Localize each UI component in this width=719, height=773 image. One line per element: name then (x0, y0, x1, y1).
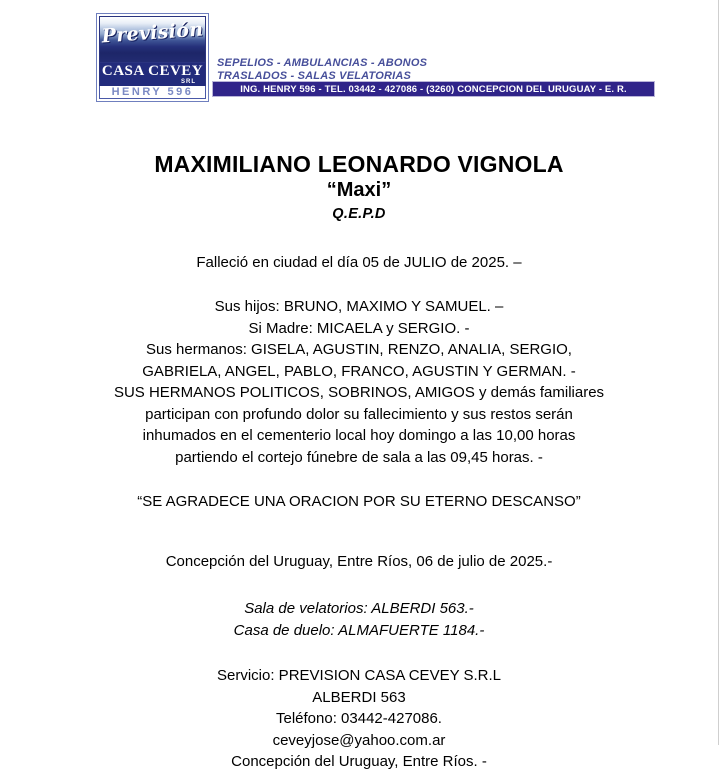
service-provider-address: ALBERDI 563 (312, 688, 406, 706)
relatives-line: Si Madre: MICAELA y SERGIO. - (248, 319, 470, 337)
logo-company-band (99, 63, 206, 86)
company-logo (96, 13, 209, 102)
qepd-abbreviation: Q.E.P.D (332, 206, 386, 222)
wake-hall-line: Sala de velatorios: ALBERDI 563.- (244, 600, 474, 617)
company-address-bar (212, 81, 655, 97)
relatives-line: GABRIELA, ANGEL, PABLO, FRANCO, AGUSTIN Y GERMAN. - (142, 362, 576, 380)
company-slogan (217, 57, 427, 82)
letterhead (0, 0, 718, 108)
mourning-house-line: Casa de duelo: ALMAFUERTE 1184.- (233, 622, 485, 639)
obituary-notice (0, 151, 718, 773)
service-provider-block (18, 665, 700, 773)
relatives-block (18, 296, 700, 382)
deceased-name: MAXIMILIANO LEONARDO VIGNOLA (154, 151, 564, 177)
service-provider-city: Concepción del Uruguay, Entre Ríos. - (231, 753, 487, 770)
logo-script-wordmark: Previsión (100, 18, 205, 48)
place-and-date: Concepción del Uruguay, Entre Ríos, 06 de julio de 2025.- (165, 553, 553, 570)
service-provider-email: ceveyjose@yahoo.com.ar (272, 731, 446, 749)
participation-line: inhumados en el cementerio local hoy domingo a las 10,00 horas (142, 427, 576, 444)
logo-inner (99, 16, 206, 99)
service-provider-name: Servicio: PREVISION CASA CEVEY S.R.L (217, 667, 501, 684)
halls-block (18, 598, 700, 642)
participation-line: partiendo el cortejo fúnebre de sala a las 09,45 horas. - (175, 448, 543, 466)
logo-street-brand: HENRY 596 (111, 86, 194, 98)
logo-legal-form: SRL (181, 79, 196, 85)
logo-gradient-panel (99, 16, 206, 63)
participation-line: SUS HERMANOS POLITICOS, SOBRINOS, AMIGOS y demás familiares (113, 384, 605, 401)
participation-block (18, 382, 700, 468)
slogan-line-2: TRASLADOS - SALAS VELATORIAS (217, 69, 412, 82)
relatives-line: Sus hijos: BRUNO, MAXIMO Y SAMUEL. – (214, 298, 504, 315)
death-date-line: Falleció en ciudad el día 05 de JULIO de 2025. – (196, 254, 522, 271)
logo-street-band (99, 86, 206, 99)
deceased-nickname: “Maxi” (326, 179, 392, 201)
slogan-line-1: SEPELIOS - AMBULANCIAS - ABONOS (217, 57, 428, 69)
relatives-line: Sus hermanos: GISELA, AGUSTIN, RENZO, ANALIA, SERGIO, (146, 341, 572, 358)
participation-line: participan con profundo dolor su fallecimiento y sus restos serán (145, 405, 573, 423)
prayer-request: “SE AGRADECE UNA ORACION POR SU ETERNO DESCANSO” (137, 493, 581, 510)
company-address-text: ING. HENRY 596 - TEL. 03442 - 427086 - (3260) CONCEPCION DEL URUGUAY - E. R. (240, 83, 627, 95)
service-provider-phone: Teléfono: 03442-427086. (276, 710, 442, 727)
logo-company-name: CASA CEVEY (101, 63, 204, 79)
